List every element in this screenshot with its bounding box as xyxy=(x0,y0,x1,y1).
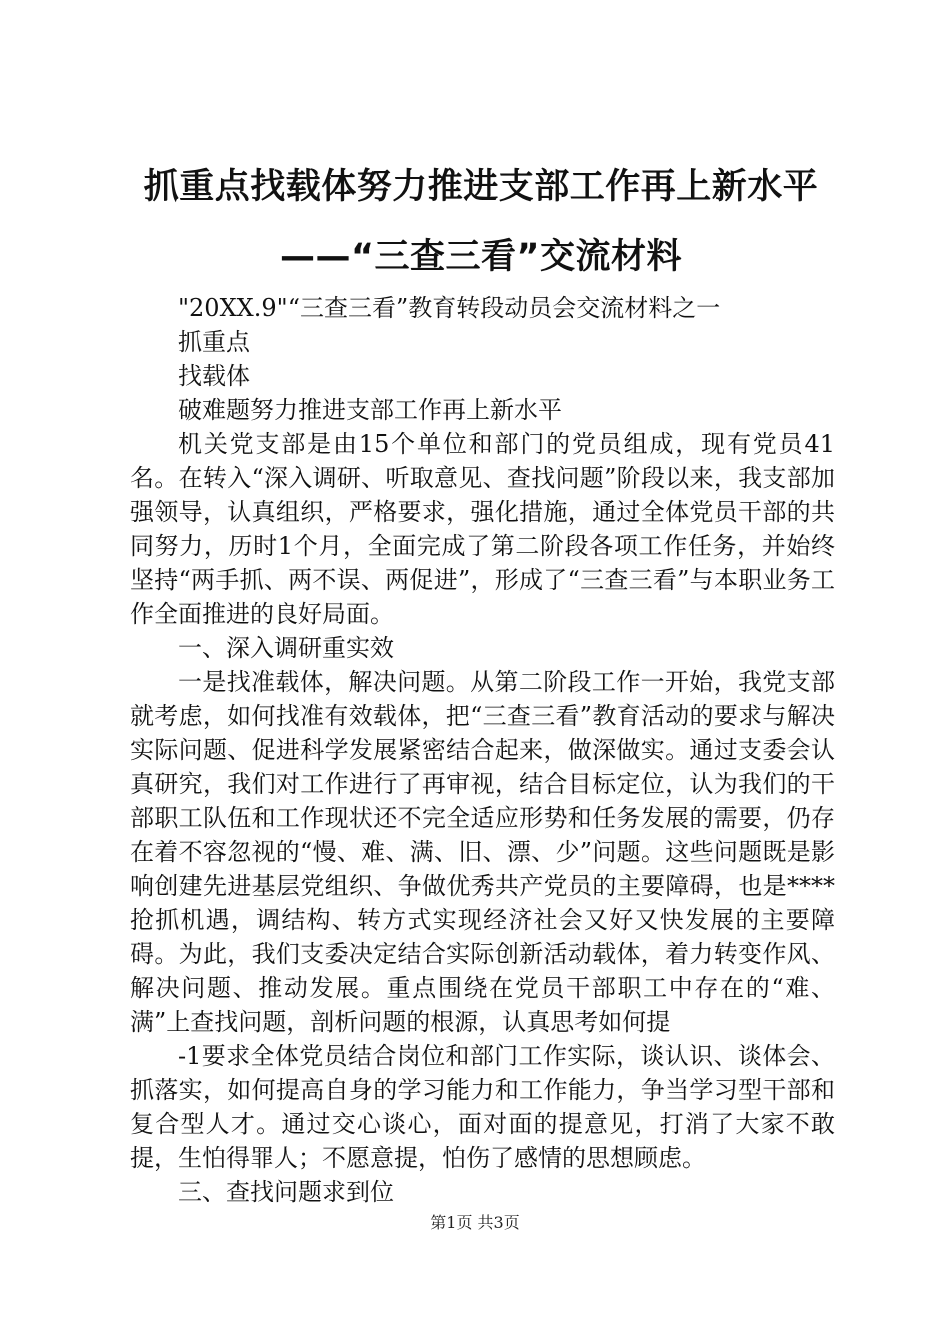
paragraph-heading-2: 找载体 xyxy=(178,362,250,390)
section-heading-3: 三、查找问题求到位 xyxy=(178,1178,394,1206)
page-number-footer: 第1页 共3页 xyxy=(430,1213,520,1232)
document-body xyxy=(130,291,835,1209)
paragraph-continuation: -1要求全体党员结合岗位和部门工作实际，谈认识、谈体会、抓落实，如何提高自身的学习能力和工作能力，争当学习型干部和复合型人才。通过交心谈心，面对面的提意见，打消了大家不敢提，生怕得罪人；不愿意提，怕伤了感情的思想顾虑。 xyxy=(130,1042,835,1172)
paragraph-subtitle: "20XX.9"“三查三看”教育转段动员会交流材料之一 xyxy=(178,294,721,322)
paragraph-section-1: 一是找准载体，解决问题。从第二阶段工作一开始，我党支部就考虑，如何找准有效载体，把“三查三看”教育活动的要求与解决实际问题、促进科学发展紧密结合起来，做深做实。通过支委会认真研究，我们对工作进行了再审视，结合目标定位，认为我们的干部职工队伍和工作现状还不完全适应形势和任务发展的需要，仍存在着不容忽视的“慢、难、满、旧、漂、少”问题。这些问题既是影响创建先进基层党组织、争做优秀共产党员的主要障碍，也是****抢抓机遇，调结构、转方式实现经济社会又好又快发展的主要障碍。为此，我们支委决定结合实际创新活动载体，着力转变作风、解决问题、推动发展。重点围绕在党员干部职工中存在的“难、满”上查找问题，剖析问题的根源，认真思考如何提 xyxy=(130,668,835,1036)
paragraph-intro: 机关党支部是由15个单位和部门的党员组成，现有党员41名。在转入“深入调研、听取意见、查找问题”阶段以来，我支部加强领导，认真组织，严格要求，强化措施，通过全体党员干部的共同努力，历时1个月，全面完成了第二阶段各项工作任务，并始终坚持“两手抓、两不误、两促进”，形成了“三查三看”与本职业务工作全面推进的良好局面。 xyxy=(130,430,835,628)
paragraph-heading-1: 抓重点 xyxy=(178,328,250,356)
document-title: 抓重点找载体努力推进支部工作再上新水平——“三查三看”交流材料 xyxy=(143,167,819,277)
paragraph-heading-3: 破难题努力推进支部工作再上新水平 xyxy=(178,396,562,424)
section-heading-1: 一、深入调研重实效 xyxy=(178,634,394,662)
